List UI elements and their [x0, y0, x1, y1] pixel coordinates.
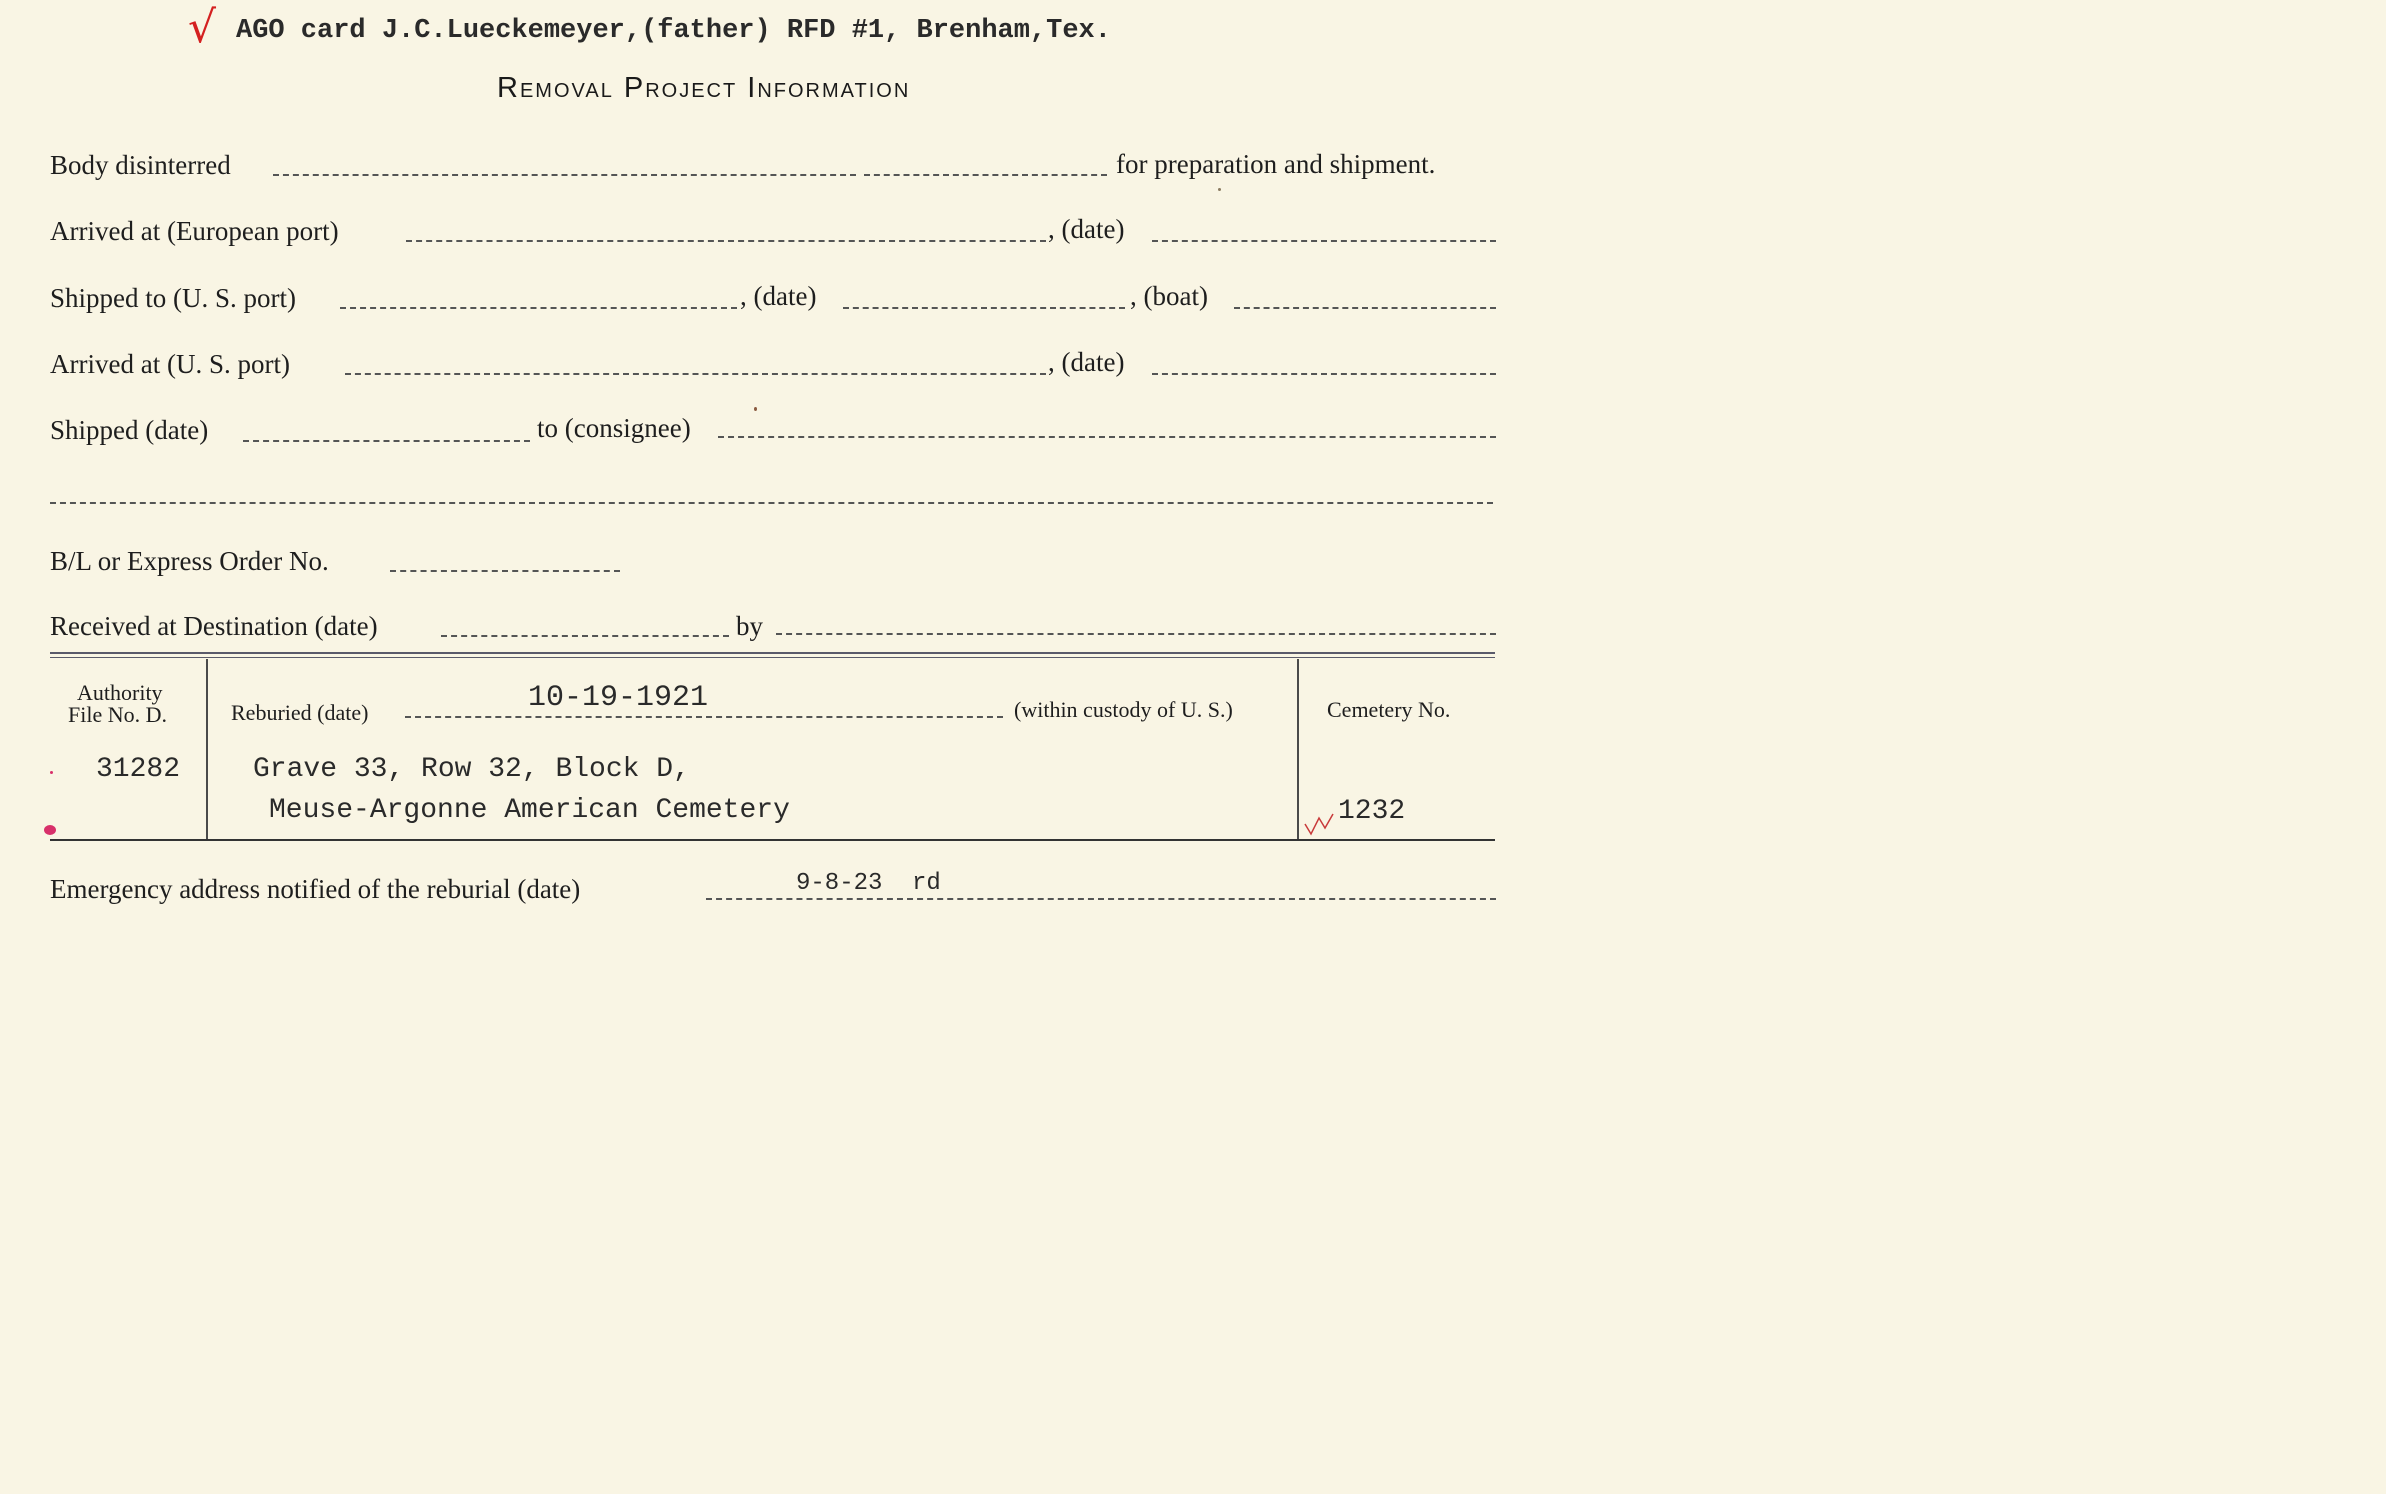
received-date-blank [441, 635, 729, 637]
shipped-date-blank [843, 307, 1125, 309]
received-by-blank [776, 633, 1496, 635]
body-disinterred-suffix: for preparation and shipment. [1116, 149, 1436, 179]
arrived-us-port-blank [345, 373, 1046, 375]
authority-file-label: File No. D. [68, 702, 167, 727]
grave-location-line2: Meuse-Argonne American Cemetery [269, 795, 790, 826]
paper-speck-2 [754, 407, 757, 411]
shipped-date-field-blank [243, 440, 530, 442]
emergency-address-label: Emergency address notified of the reburial (date) [50, 874, 581, 904]
reburied-date-label: Reburied (date) [231, 700, 369, 725]
red-check-mark-icon: √ [188, 2, 217, 53]
us-port-blank [340, 307, 737, 309]
european-port-blank [406, 240, 1046, 242]
consignee-blank [718, 436, 1496, 438]
custody-label: (within custody of U. S.) [1014, 697, 1233, 722]
emergency-initials: rd [912, 870, 941, 897]
shipped-date-label: , (date) [740, 281, 817, 311]
cemetery-number: 1232 [1338, 796, 1406, 827]
boat-blank [1234, 307, 1496, 309]
cemetery-no-label: Cemetery No. [1327, 697, 1451, 722]
grave-location-line1: Grave 33, Row 32, Block D, [253, 754, 690, 785]
box-top-rule-2 [50, 657, 1495, 658]
received-destination-label: Received at Destination (date) [50, 611, 378, 641]
bl-express-order-label: B/L or Express Order No. [50, 546, 329, 576]
removal-project-card [0, 0, 1568, 982]
body-disinterred-blank-2 [864, 174, 1107, 176]
boat-label: , (boat) [1130, 281, 1208, 311]
consignee-label: to (consignee) [537, 413, 691, 443]
box-top-rule-1 [50, 652, 1495, 654]
reburied-date-blank [405, 716, 1003, 718]
red-tick-mark-icon [1303, 812, 1335, 836]
paper-speck [1218, 188, 1221, 191]
emergency-date-value: 9-8-23 [796, 870, 883, 897]
arrived-us-port-label: Arrived at (U. S. port) [50, 349, 290, 379]
ago-card-note: AGO card J.C.Lueckemeyer,(father) RFD #1, Brenham,Tex. [236, 16, 1111, 46]
ink-smudge [44, 825, 56, 835]
ink-dot [50, 771, 53, 774]
reburied-date-value: 10-19-1921 [528, 681, 709, 715]
arrived-us-date-label: , (date) [1048, 347, 1125, 377]
european-date-label: , (date) [1048, 214, 1125, 244]
shipped-to-us-port-label: Shipped to (U. S. port) [50, 283, 296, 313]
box-bottom-rule [50, 839, 1495, 841]
received-by-label: by [736, 611, 763, 641]
authority-label: Authority [77, 680, 163, 705]
page-title: Removal Project Information [497, 72, 911, 104]
body-disinterred-blank [273, 174, 856, 176]
emergency-date-blank [706, 898, 1496, 900]
authority-file-number: 31282 [96, 754, 181, 785]
box-divider-right [1297, 659, 1299, 839]
bl-express-order-blank [390, 570, 620, 572]
arrived-european-port-label: Arrived at (European port) [50, 216, 339, 246]
european-date-blank [1152, 240, 1496, 242]
body-disinterred-label: Body disinterred [50, 150, 231, 180]
consignee-extra-blank [50, 502, 1493, 504]
arrived-us-date-blank [1152, 373, 1496, 375]
shipped-date-field-label: Shipped (date) [50, 415, 209, 445]
box-divider-left [206, 659, 208, 839]
